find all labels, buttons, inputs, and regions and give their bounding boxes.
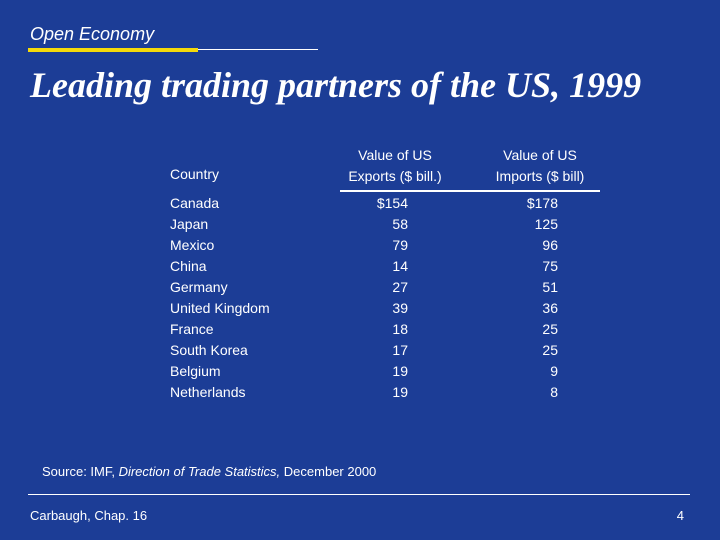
column-header-imports xyxy=(470,145,610,187)
source-note xyxy=(42,464,376,479)
imports-cell: 75 xyxy=(542,258,558,274)
column-header-exports xyxy=(325,145,465,187)
exports-cell: 17 xyxy=(392,342,408,358)
exports-cell: 58 xyxy=(392,216,408,232)
column-header-imports-line1: Value of US xyxy=(503,147,577,163)
table-row xyxy=(0,256,720,277)
slide-title: Leading trading partners of the US, 1999 xyxy=(30,65,642,105)
exports-cell: 27 xyxy=(392,279,408,295)
table-row xyxy=(0,361,720,382)
footer-credit: Carbaugh, Chap. 16 xyxy=(30,508,148,523)
imports-cell: $178 xyxy=(526,195,558,211)
imports-cell: 36 xyxy=(542,300,558,316)
exports-cell: 19 xyxy=(392,384,408,400)
section-label: Open Economy xyxy=(30,24,155,44)
table-row xyxy=(0,319,720,340)
page-number: 4 xyxy=(676,508,684,523)
table-row xyxy=(0,277,720,298)
exports-cell: 14 xyxy=(392,258,408,274)
imports-cell: 25 xyxy=(542,342,558,358)
country-cell: Germany xyxy=(170,279,228,295)
exports-cell: 18 xyxy=(392,321,408,337)
country-cell: Belgium xyxy=(170,363,221,379)
imports-cell: 125 xyxy=(534,216,558,232)
imports-cell: 8 xyxy=(550,384,558,400)
imports-cell: 9 xyxy=(550,363,558,379)
country-cell: South Korea xyxy=(170,342,248,358)
table-row xyxy=(0,340,720,361)
section-underline xyxy=(198,49,318,50)
section-underline-accent xyxy=(28,48,198,52)
country-cell: Mexico xyxy=(170,237,215,253)
source-publication: Direction of Trade Statistics, xyxy=(118,464,281,479)
imports-cell: 51 xyxy=(542,279,558,295)
exports-cell: 19 xyxy=(392,363,408,379)
country-cell: Canada xyxy=(170,195,220,211)
table-row xyxy=(0,382,720,403)
column-header-exports-line2: Exports ($ bill.) xyxy=(348,168,442,184)
table-row xyxy=(0,235,720,256)
header-rule xyxy=(340,190,600,192)
table-row xyxy=(0,214,720,235)
table-row xyxy=(0,193,720,214)
exports-cell: 39 xyxy=(392,300,408,316)
source-prefix: Source: IMF, xyxy=(42,464,119,479)
column-header-imports-line2: Imports ($ bill) xyxy=(495,168,585,184)
exports-cell: 79 xyxy=(392,237,408,253)
country-cell: China xyxy=(170,258,207,274)
imports-cell: 96 xyxy=(542,237,558,253)
country-cell: Japan xyxy=(170,216,209,232)
column-header-country: Country xyxy=(170,166,220,182)
source-suffix: December 2000 xyxy=(280,464,377,479)
table-row xyxy=(0,298,720,319)
imports-cell: 25 xyxy=(542,321,558,337)
footer-rule xyxy=(28,494,690,495)
column-header-exports-line1: Value of US xyxy=(358,147,432,163)
exports-cell: $154 xyxy=(376,195,408,211)
country-cell: United Kingdom xyxy=(170,300,270,316)
country-cell: France xyxy=(170,321,214,337)
country-cell: Netherlands xyxy=(170,384,246,400)
